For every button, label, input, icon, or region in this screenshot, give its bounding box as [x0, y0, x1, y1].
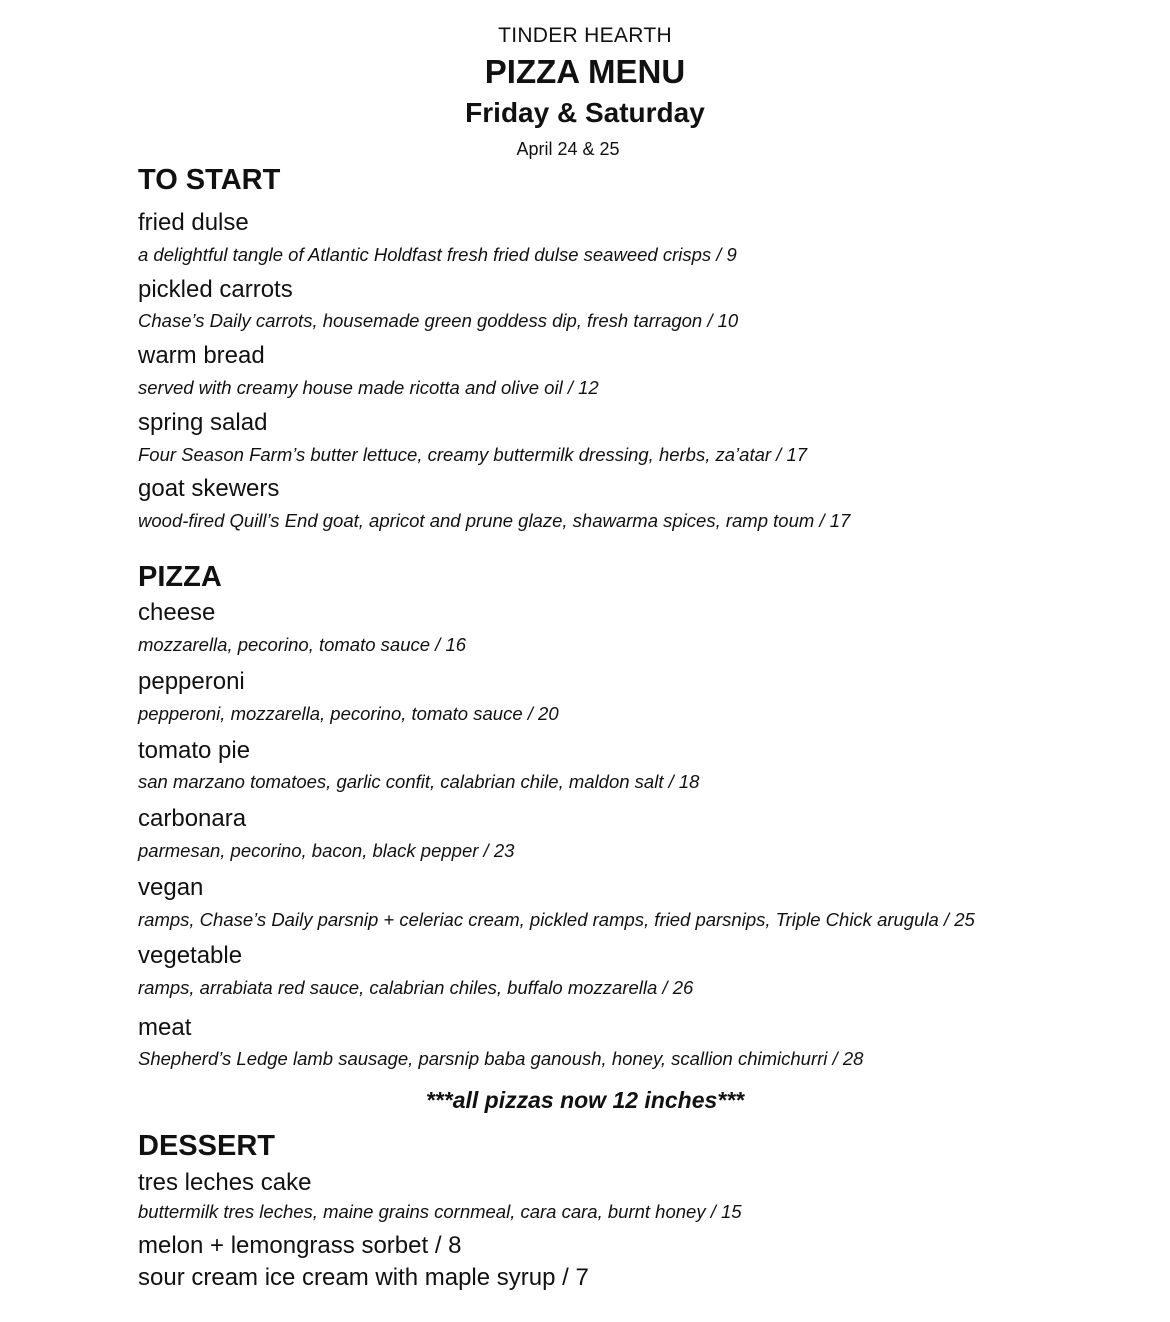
menu-item-name: pickled carrots [138, 276, 293, 303]
menu-item-description: served with creamy house made ricotta and olive oil / 12 [138, 377, 599, 398]
pizza-size-note: ***all pizzas now 12 inches*** [425, 1087, 745, 1113]
menu-item-description: ramps, arrabiata red sauce, calabrian chiles, buffalo mozzarella / 26 [138, 977, 694, 998]
menu-item-description: Four Season Farm’s butter lettuce, creamy buttermilk dressing, herbs, za’atar / 17 [138, 444, 808, 465]
menu-item-description: a delightful tangle of Atlantic Holdfast fresh fried dulse seaweed crisps / 9 [138, 244, 737, 265]
menu-title: PIZZA MENU [484, 53, 686, 90]
menu-item-name: fried dulse [138, 209, 249, 236]
menu-item-name: goat skewers [138, 475, 280, 502]
menu-item-name: meat [138, 1014, 192, 1041]
menu-item-name: sour cream ice cream with maple syrup / 7 [138, 1264, 589, 1291]
menu-item-description: san marzano tomatoes, garlic confit, calabrian chile, maldon salt / 18 [138, 771, 700, 792]
restaurant-name: TINDER HEARTH [498, 24, 672, 47]
section-heading-pizza: PIZZA [138, 561, 222, 593]
menu-item-name: carbonara [138, 805, 247, 832]
menu-days: Friday & Saturday [465, 97, 705, 128]
menu-item-name: warm bread [138, 342, 265, 369]
menu-item-description: wood-fired Quill’s End goat, apricot and prune glaze, shawarma spices, ramp toum / 17 [138, 510, 851, 531]
menu-item-name: vegetable [138, 942, 243, 969]
menu-item-name: melon + lemongrass sorbet / 8 [138, 1232, 462, 1259]
menu-item-name: cheese [138, 599, 216, 626]
menu-item-description: ramps, Chase’s Daily parsnip + celeriac cream, pickled ramps, fried parsnips, Triple Chick arugula / 25 [138, 909, 975, 930]
menu-item-description: Shepherd’s Ledge lamb sausage, parsnip baba ganoush, honey, scallion chimichurri / 28 [138, 1048, 864, 1069]
section-heading-to-start: TO START [138, 164, 281, 196]
menu-item-name: tomato pie [138, 737, 251, 764]
menu-item-name: tres leches cake [138, 1169, 312, 1196]
menu-item-description: buttermilk tres leches, maine grains cornmeal, cara cara, burnt honey / 15 [138, 1201, 742, 1222]
section-heading-dessert: DESSERT [138, 1130, 275, 1162]
menu-date: April 24 & 25 [516, 139, 620, 159]
menu-item-description: mozzarella, pecorino, tomato sauce / 16 [138, 634, 467, 655]
menu-item-name: spring salad [138, 409, 268, 436]
menu-item-description: parmesan, pecorino, bacon, black pepper / 23 [138, 840, 515, 861]
menu-item-name: vegan [138, 874, 204, 901]
menu-item-name: pepperoni [138, 668, 245, 695]
menu-item-description: pepperoni, mozzarella, pecorino, tomato sauce / 20 [138, 703, 559, 724]
menu-item-description: Chase’s Daily carrots, housemade green goddess dip, fresh tarragon / 10 [138, 310, 739, 331]
